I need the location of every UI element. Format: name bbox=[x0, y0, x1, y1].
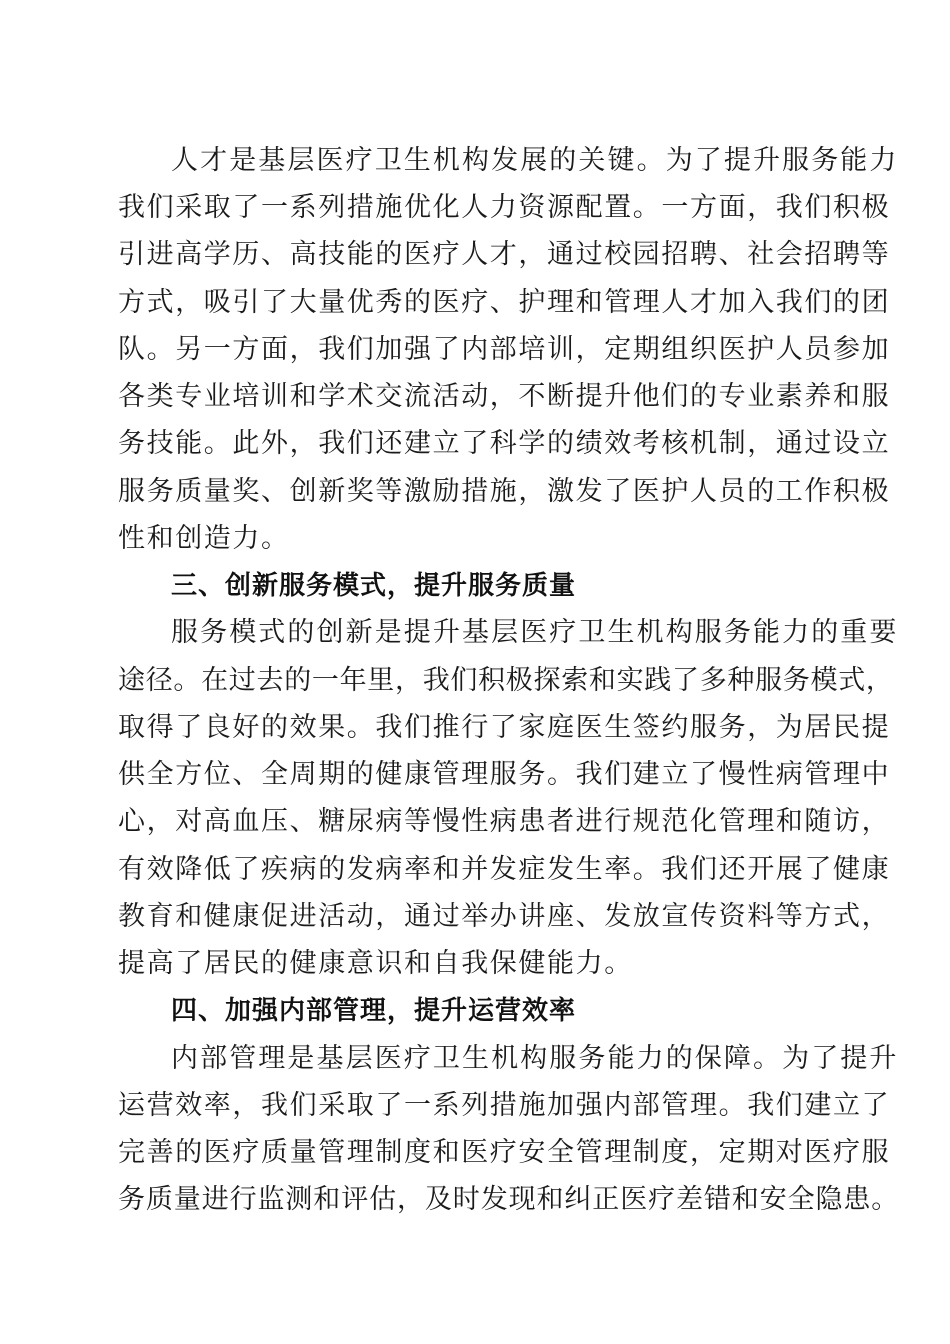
paragraph-service-line: 教育和健康促进活动，通过举办讲座、发放宣传资料等方式， bbox=[118, 901, 891, 932]
paragraph-talent-line: 引进高学历、高技能的医疗人才，通过校园招聘、社会招聘等 bbox=[118, 239, 891, 270]
paragraph-talent-line: 队。另一方面，我们加强了内部培训，定期组织医护人员参加 bbox=[118, 334, 891, 365]
paragraph-talent-line: 我们采取了一系列措施优化人力资源配置。一方面，我们积极 bbox=[118, 192, 891, 223]
paragraph-talent-line: 人才是基层医疗卫生机构发展的关键。为了提升服务能力 bbox=[171, 145, 899, 176]
paragraph-service-line: 提高了居民的健康意识和自我保健能力。 bbox=[118, 948, 633, 979]
paragraph-management-line: 务质量进行监测和评估，及时发现和纠正医疗差错和安全隐患。 bbox=[118, 1184, 900, 1215]
paragraph-talent-line: 各类专业培训和学术交流活动，不断提升他们的专业素养和服 bbox=[118, 381, 891, 412]
paragraph-talent-line: 方式，吸引了大量优秀的医疗、护理和管理人才加入我们的团 bbox=[118, 287, 891, 318]
paragraph-service-line: 供全方位、全周期的健康管理服务。我们建立了慢性病管理中 bbox=[118, 759, 891, 790]
section-heading-4: 四、加强内部管理，提升运营效率 bbox=[171, 996, 577, 1026]
paragraph-management-line: 运营效率，我们采取了一系列措施加强内部管理。我们建立了 bbox=[118, 1090, 891, 1121]
paragraph-service-line: 有效降低了疾病的发病率和并发症发生率。我们还开展了健康 bbox=[118, 854, 891, 885]
section-heading-3: 三、创新服务模式，提升服务质量 bbox=[171, 571, 577, 601]
paragraph-management-line: 完善的医疗质量管理制度和医疗安全管理制度，定期对医疗服 bbox=[118, 1137, 891, 1168]
paragraph-service-line: 心，对高血压、糖尿病等慢性病患者进行规范化管理和随访， bbox=[118, 806, 891, 837]
paragraph-talent-line: 性和创造力。 bbox=[118, 523, 290, 554]
paragraph-management-line: 内部管理是基层医疗卫生机构服务能力的保障。为了提升 bbox=[171, 1043, 899, 1074]
paragraph-service-line: 服务模式的创新是提升基层医疗卫生机构服务能力的重要 bbox=[171, 617, 899, 648]
paragraph-talent-line: 服务质量奖、创新奖等激励措施，激发了医护人员的工作积极 bbox=[118, 476, 891, 507]
paragraph-talent-line: 务技能。此外，我们还建立了科学的绩效考核机制，通过设立 bbox=[118, 428, 891, 459]
paragraph-service-line: 途径。在过去的一年里，我们积极探索和实践了多种服务模式， bbox=[118, 665, 894, 696]
paragraph-service-line: 取得了良好的效果。我们推行了家庭医生签约服务，为居民提 bbox=[118, 712, 891, 743]
